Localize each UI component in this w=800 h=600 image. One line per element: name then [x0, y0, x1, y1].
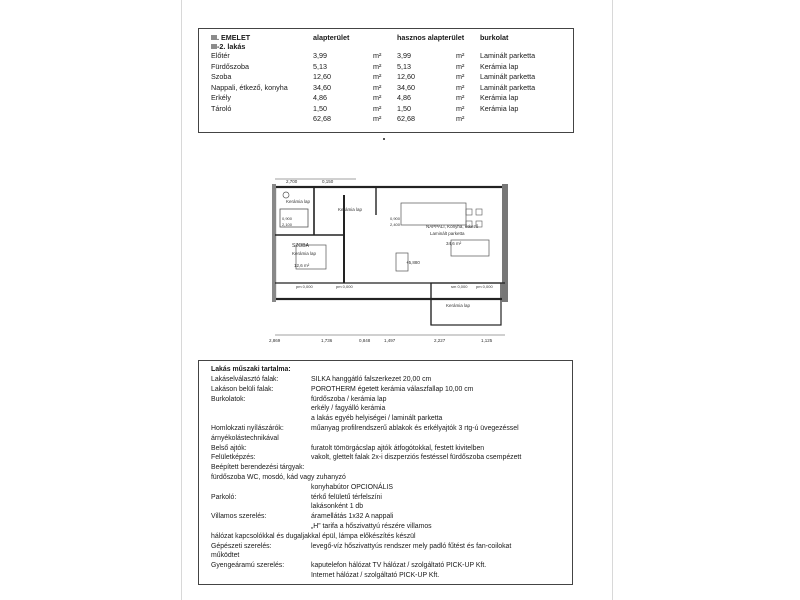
tech-label: működtet — [211, 552, 240, 560]
tech-label: Belső ajtók: — [211, 444, 247, 452]
floor-plan — [266, 175, 518, 345]
tech-title: Lakás műszaki tartalma: — [211, 366, 291, 373]
total-unit: m² — [373, 114, 382, 123]
tech-value: „H” tarifa a hőszivattyú részére villamos — [311, 523, 432, 530]
room-net-area: 4,86 — [397, 93, 411, 102]
hall-floor-label: Kerámia lap — [338, 207, 363, 212]
room-flooring: Kerámia lap — [480, 93, 519, 102]
page-edge-left — [181, 0, 182, 600]
tech-value: konyhabútor OPCIONÁLIS — [311, 483, 393, 491]
room-name: Tároló — [211, 103, 232, 113]
right-wall-hatch — [502, 184, 508, 302]
room-net-area: 1,50 — [397, 103, 411, 113]
room-area: 1,50 — [313, 103, 327, 113]
balcony-floor-label: Kerámia lap — [446, 303, 471, 308]
tech-label: Gépészeti szerelés: — [211, 542, 272, 550]
dim-bottom: 1,736 — [321, 338, 333, 343]
living-area-label: 34,6 m² — [446, 241, 462, 246]
tech-value: vakolt, glettelt falak 2x-i diszperziós festéssel fürdőszoba csempézett — [311, 454, 522, 462]
tech-value: kaputelefon hálózat TV hálózat / szolgáltató PICK-UP Kft. — [311, 562, 487, 570]
tech-value: Internet hálózat / szolgáltató PICK-UP Kft. — [311, 572, 440, 579]
room-net-area: 34,60 — [397, 82, 415, 92]
tech-label: Felületképzés: — [211, 454, 256, 462]
dim-inner: 2,400 — [390, 222, 401, 227]
tech-value: áramellátás 1x32 A nappali — [311, 513, 394, 521]
technical-content-box — [198, 360, 573, 585]
area-row — [199, 83, 575, 92]
floor-plan-drawing — [266, 175, 518, 345]
room-area: 12,60 — [313, 72, 331, 81]
dim-bottom: 1,125 — [481, 338, 493, 343]
dim-bottom: 2,869 — [269, 338, 281, 343]
tech-value: lakásonként 1 db — [311, 503, 364, 511]
tech-value: műanyag profilrendszerű ablakok és erkélyajtók 3 rtg-ú üvegezéssel — [311, 425, 519, 432]
room-name: Fürdőszoba — [211, 61, 249, 71]
tech-label: árnyékolástechnikával — [211, 434, 279, 442]
dim-top: 2,700 — [286, 179, 298, 184]
flooring-header: burkolat — [480, 33, 509, 42]
bath-floor-label: Kerámia lap — [286, 199, 311, 204]
room-net-area: 12,60 — [397, 72, 415, 81]
tech-value: furatolt tömörgácslap ajtók átfogótokkal, festett kivitelben — [311, 444, 485, 452]
room-area: 5,13 — [313, 61, 327, 71]
room-name-label: SZOBA — [292, 243, 309, 249]
tech-value: fürdőszoba / kerámia lap — [311, 395, 387, 403]
net-area-unit: m² — [456, 51, 465, 60]
area-header: alapterület — [313, 33, 350, 42]
dim-inner: 0,900 — [282, 216, 293, 221]
room-flooring: Laminált parketta — [480, 82, 536, 92]
room-name: Előtér — [211, 51, 230, 60]
area-row — [199, 93, 575, 102]
tech-label: fürdőszoba WC, mosdó, kád vagy zuhanyzó — [211, 474, 346, 481]
room-area: 4,86 — [313, 93, 327, 102]
room-net-area: 3,99 — [397, 51, 411, 60]
tech-label: Burkolatok: — [211, 395, 246, 403]
net-area-unit: m² — [456, 61, 465, 71]
dim-bottom: 0,848 — [359, 338, 371, 343]
dim-inner: 0,900 — [390, 216, 401, 221]
room-area-label: 12,6 m² — [294, 263, 310, 268]
left-wall-hatch — [272, 184, 276, 302]
tech-label: Gyengeáramú szerelés: — [211, 562, 285, 570]
level-label: +5,880 — [406, 260, 420, 265]
area-table — [198, 28, 574, 133]
dim-top: 0,150 — [322, 179, 334, 184]
area-row — [199, 62, 575, 71]
area-unit: m² — [373, 93, 382, 102]
apartment-label: III-2. lakás — [211, 42, 246, 51]
room-floor-label: Kerámia lap — [292, 251, 317, 256]
tech-value: a lakás egyéb helyiségei / laminált parketta — [311, 415, 443, 423]
net-area-unit: m² — [456, 93, 465, 102]
living-name-label: NAPPALI, Konyha, étkező — [426, 224, 479, 229]
total-net-area: 62,68 — [397, 114, 415, 123]
tech-value: SILKA hanggátló falszerkezet 20,00 cm — [311, 376, 432, 383]
tech-label: Villamos szerelés: — [211, 513, 267, 521]
floor-label: III. EMELET — [211, 33, 251, 42]
tech-label: Parkoló: — [211, 493, 237, 501]
area-row — [199, 51, 575, 60]
area-unit: m² — [373, 51, 382, 60]
tech-label: Beépített berendezési tárgyak: — [211, 464, 305, 472]
sill-label: pm 0,000 — [336, 284, 353, 289]
tech-label: Homlokzati nyílászárók: — [211, 425, 284, 432]
area-row — [199, 104, 575, 113]
tech-value: erkély / fagyálló kerámia — [311, 405, 386, 413]
room-area: 34,60 — [313, 82, 331, 92]
page-edge-right — [612, 0, 613, 600]
area-unit: m² — [373, 61, 382, 71]
sill-label: pm 0,000 — [296, 284, 313, 289]
area-unit: m² — [373, 82, 382, 92]
room-flooring: Laminált parketta — [480, 72, 536, 81]
dim-inner: 2,100 — [282, 222, 293, 227]
tech-value: térkő felületű térfelszíni — [311, 493, 382, 501]
room-flooring: Laminált parketta — [480, 51, 536, 60]
area-header-row — [199, 33, 575, 42]
net-area-unit: m² — [456, 82, 465, 92]
tech-value: POROTHERM égetett kerámia válaszfallap 10,00 cm — [311, 385, 474, 393]
area-unit: m² — [373, 72, 382, 81]
room-name: Nappali, étkező, konyha — [211, 82, 288, 92]
total-net-unit: m² — [456, 114, 465, 123]
chair-symbol — [476, 209, 482, 215]
tech-value: levegő-víz hőszivattyús rendszer mely padló fűtést és fan-coilokat — [311, 542, 512, 550]
living-floor-label: Laminált parketta — [430, 231, 465, 236]
total-area: 62,68 — [313, 114, 331, 123]
area-unit: m² — [373, 103, 382, 113]
kitchen-counter — [401, 203, 466, 225]
sill-label: sm 0,000 — [451, 284, 468, 289]
tech-label: hálózat kapcsolókkal és dugaljakkal épül, lámpa előkészítés készül — [211, 532, 416, 540]
apartment-row — [199, 42, 575, 51]
sill-label: pm 0,000 — [476, 284, 493, 289]
room-name: Szoba — [211, 72, 232, 81]
area-row — [199, 72, 575, 81]
room-net-area: 5,13 — [397, 61, 411, 71]
room-flooring: Kerámia lap — [480, 103, 519, 113]
room-name: Erkély — [211, 93, 231, 102]
net-area-header: hasznos alapterület — [397, 33, 465, 42]
dim-bottom: 1,497 — [384, 338, 396, 343]
room-flooring: Kerámia lap — [480, 61, 519, 71]
dim-bottom: 2,227 — [434, 338, 446, 343]
washbasin-symbol — [283, 192, 289, 198]
net-area-unit: m² — [456, 72, 465, 81]
tech-label: Lakáson belüli falak: — [211, 385, 274, 393]
stray-mark — [383, 138, 385, 140]
chair-symbol — [466, 209, 472, 215]
total-row — [199, 114, 575, 123]
tech-label: Lakáselválasztó falak: — [211, 376, 279, 383]
room-area: 3,99 — [313, 51, 327, 60]
net-area-unit: m² — [456, 103, 465, 113]
